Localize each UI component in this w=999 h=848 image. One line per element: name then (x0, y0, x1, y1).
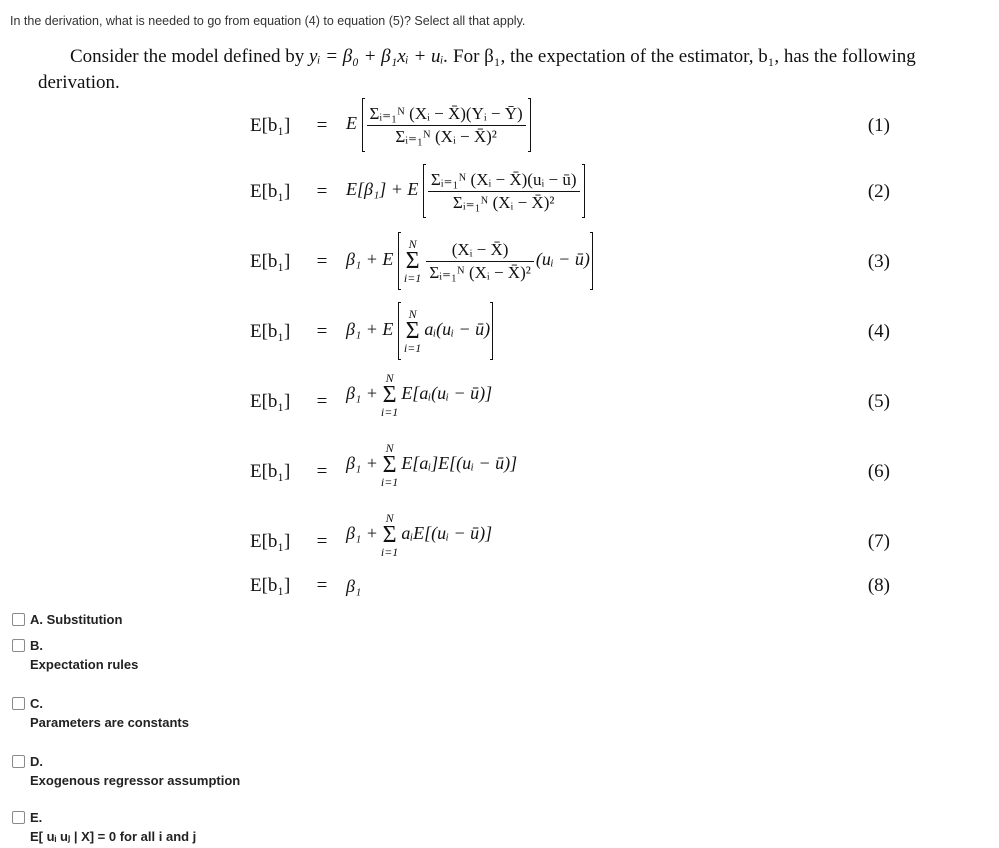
derivation-row-6 (250, 438, 900, 498)
intro-mid: For β₁, the expectation of the estimator, b₁, (453, 46, 780, 67)
option-c-text: Parameters are constants (30, 715, 189, 730)
sum-lower-limit: i=1 (380, 405, 399, 419)
summation (404, 308, 421, 354)
sum-lower-limit: i=1 (403, 341, 422, 355)
sum-upper-limit: N (385, 441, 394, 455)
equals-sign: = (316, 461, 328, 482)
option-b-letter: B. (30, 638, 43, 653)
sum-upper-limit: N (408, 307, 417, 321)
equation-number: (4) (867, 321, 890, 342)
sum-lower-limit: i=1 (380, 545, 399, 559)
option-c[interactable] (12, 696, 312, 732)
derivation-row-2 (250, 158, 900, 218)
sum-body: E[aᵢ]E[(uᵢ − ū)] (401, 453, 518, 474)
equals-sign: = (316, 115, 328, 136)
sum-body: aᵢ(uᵢ − ū) (424, 319, 491, 340)
expectation-expression: E[β₁] + E (346, 179, 419, 200)
equals-sign: = (316, 531, 328, 552)
expectation-operator: E (346, 113, 357, 134)
equation-number: (7) (867, 531, 890, 552)
equation-number: (1) (867, 115, 890, 136)
problem-intro (38, 44, 918, 96)
equation-number: (2) (867, 181, 890, 202)
sum-body: aᵢE[(uᵢ − ū)] (401, 523, 493, 544)
option-b-text: Expectation rules (30, 657, 139, 672)
option-c-letter: C. (30, 696, 43, 711)
lhs: E[b₁] (250, 391, 291, 412)
summation (404, 238, 421, 284)
lhs: E[b₁] (250, 461, 291, 482)
right-bracket (490, 302, 493, 360)
question-text: In the derivation, what is needed to go from equation (4) to equation (5)? Select all that apply. (10, 14, 526, 28)
rhs-6 (346, 442, 517, 488)
summation (381, 442, 398, 488)
derivation (250, 92, 910, 612)
model-equation: yᵢ = β₀ + β₁xᵢ + uᵢ. (309, 46, 449, 67)
option-a-label: A. Substitution (30, 612, 123, 627)
fraction (367, 103, 526, 148)
sum-lower-limit: i=1 (380, 475, 399, 489)
lhs: E[b₁] (250, 181, 291, 202)
intro-tail: has the following derivation. (38, 46, 916, 93)
sum-symbol: Σ (382, 382, 397, 408)
denominator: Σᵢ₌₁ᴺ (Xᵢ − X̄)² (395, 126, 497, 146)
sum-body: E[aᵢ(uᵢ − ū)] (401, 383, 493, 404)
option-e[interactable] (12, 810, 312, 846)
summation (381, 512, 398, 558)
intro-lead: Consider the model defined by (70, 46, 305, 67)
lhs: E[b₁] (250, 115, 291, 136)
summation (381, 372, 398, 418)
expectation-expression: β₁ + E (346, 249, 394, 270)
expectation-expression: β₁ + E (346, 319, 394, 340)
right-bracket (582, 164, 585, 218)
rhs-7 (346, 512, 492, 558)
numerator: Σᵢ₌₁ᴺ (Xᵢ − X̄)(Yᵢ − Ȳ) (367, 103, 526, 126)
option-b[interactable] (12, 638, 312, 674)
error-term: (uᵢ − ū) (535, 249, 590, 270)
equation-number: (8) (867, 575, 890, 596)
equals-sign: = (316, 321, 328, 342)
lhs: E[b₁] (250, 531, 291, 552)
equation-number: (5) (867, 391, 890, 412)
numerator: Σᵢ₌₁ᴺ (Xᵢ − X̄)(uᵢ − ū) (428, 169, 580, 192)
option-e-checkbox[interactable] (12, 811, 25, 824)
option-b-checkbox[interactable] (12, 639, 25, 652)
right-bracket (528, 98, 531, 152)
fraction (426, 239, 534, 284)
rhs-3 (346, 232, 593, 290)
option-d-text: Exogenous regressor assumption (30, 773, 241, 788)
denominator: Σᵢ₌₁ᴺ (Xᵢ − X̄)² (452, 192, 555, 212)
left-bracket (423, 164, 426, 218)
fraction (428, 169, 580, 214)
equation-number: (3) (867, 251, 890, 272)
derivation-row-1 (250, 92, 900, 152)
right-bracket (590, 232, 593, 290)
rhs-5 (346, 372, 492, 418)
rhs-2 (346, 164, 585, 218)
sum-upper-limit: N (385, 371, 394, 385)
option-d-letter: D. (30, 754, 43, 769)
option-e-letter: E. (30, 810, 43, 825)
lhs: E[b₁] (250, 321, 291, 342)
beta-plus: β₁ + (346, 383, 378, 404)
sum-symbol: Σ (382, 452, 397, 478)
equals-sign: = (316, 575, 328, 596)
equals-sign: = (316, 251, 328, 272)
sum-symbol: Σ (405, 248, 420, 274)
derivation-row-3 (250, 228, 900, 288)
denominator: Σᵢ₌₁ᴺ (Xᵢ − X̄)² (429, 262, 531, 282)
sum-symbol: Σ (382, 522, 397, 548)
sum-upper-limit: N (385, 511, 394, 525)
derivation-row-8 (250, 566, 900, 612)
sum-upper-limit: N (408, 237, 417, 251)
beta-plus: β₁ + (346, 453, 378, 474)
equation-number: (6) (867, 461, 890, 482)
lhs: E[b₁] (250, 575, 291, 596)
option-d-checkbox[interactable] (12, 755, 25, 768)
sum-symbol: Σ (405, 318, 420, 344)
option-e-text: E[ uᵢ uⱼ | X] = 0 for all i and j (30, 829, 197, 844)
option-c-checkbox[interactable] (12, 697, 25, 710)
left-bracket (362, 98, 365, 152)
lhs: E[b₁] (250, 251, 291, 272)
derivation-row-7 (250, 508, 900, 568)
left-bracket (398, 302, 401, 360)
rhs-1 (346, 98, 531, 152)
rhs-8 (346, 574, 361, 598)
sum-lower-limit: i=1 (403, 271, 422, 285)
equals-sign: = (316, 181, 328, 202)
derivation-row-5 (250, 368, 900, 428)
option-a-checkbox[interactable] (12, 613, 25, 626)
left-bracket (398, 232, 401, 290)
rhs-4 (346, 302, 493, 360)
option-d[interactable] (12, 754, 312, 790)
beta-one: β₁ (346, 576, 362, 596)
derivation-row-4 (250, 298, 900, 358)
numerator: (Xᵢ − X̄) (426, 239, 534, 262)
equals-sign: = (316, 391, 328, 412)
beta-plus: β₁ + (346, 523, 378, 544)
